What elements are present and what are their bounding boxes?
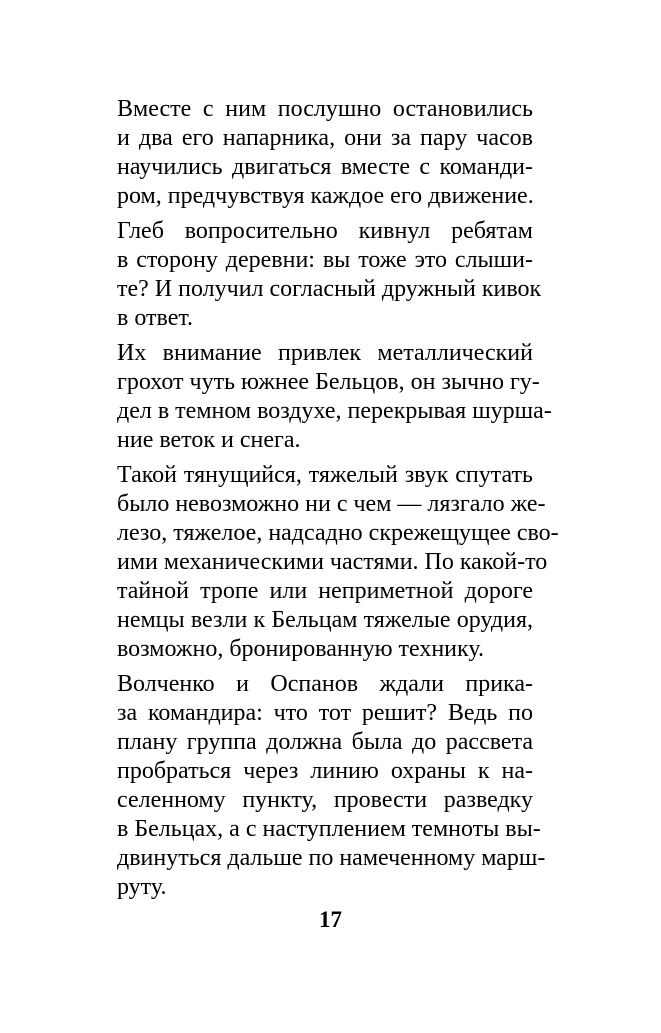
text-line: возможно, бронированную технику. [117,636,484,662]
text-line: ром, предчувствуя каждое его движение. [117,183,534,209]
text-line: в ответ. [117,305,194,331]
text-line: Глеб вопросительно кивнул ребятам [117,218,533,244]
paragraph-5 [117,670,546,902]
paragraph-4 [117,461,559,664]
text-line: в сторону деревни: вы тоже это слыши- [117,247,533,273]
text-line: пробраться через линию охраны к на- [117,758,533,784]
body-text [117,95,559,908]
text-line: ние веток и снега. [117,427,301,453]
text-line: Их внимание привлек металлический [117,340,533,366]
page-number: 17 [319,907,342,932]
text-line: Такой тянущийся, тяжелый звук спутать [117,462,533,488]
text-line: в Бельцах, а с наступлением темноты вы- [117,816,541,842]
paragraph-2 [117,217,542,333]
text-line: плану группа должна была до рассвета [117,729,533,755]
text-line: было невозможно ни с чем — лязгало же- [117,491,546,517]
text-line: лезо, тяжелое, надсадно скрежещущее сво- [117,520,559,546]
text-line: немцы везли к Бельцам тяжелые орудия, [117,607,533,633]
text-line: и два его напарника, они за пару часов [117,125,533,151]
text-line: Вместе с ним послушно остановились [117,96,533,122]
text-line: ими механическими частями. По какой-то [117,549,548,575]
paragraph-1 [117,95,533,211]
text-line: грохот чуть южнее Бельцов, он зычно гу- [117,369,540,395]
text-line: руту. [117,874,167,900]
paragraph-3 [117,339,552,455]
text-line: двинуться дальше по намеченному марш- [117,845,546,871]
text-line: те? И получил согласный дружный кивок [117,276,542,302]
text-line: Волченко и Оспанов ждали прика- [117,671,533,697]
text-line: тайной тропе или неприметной дороге [117,578,533,604]
text-line: за командира: что тот решит? Ведь по [117,700,533,726]
text-line: селенному пункту, провести разведку [117,787,533,813]
text-line: научились двигаться вместе с команди- [117,154,533,180]
text-line: дел в темном воздухе, перекрывая шурша- [117,398,552,424]
